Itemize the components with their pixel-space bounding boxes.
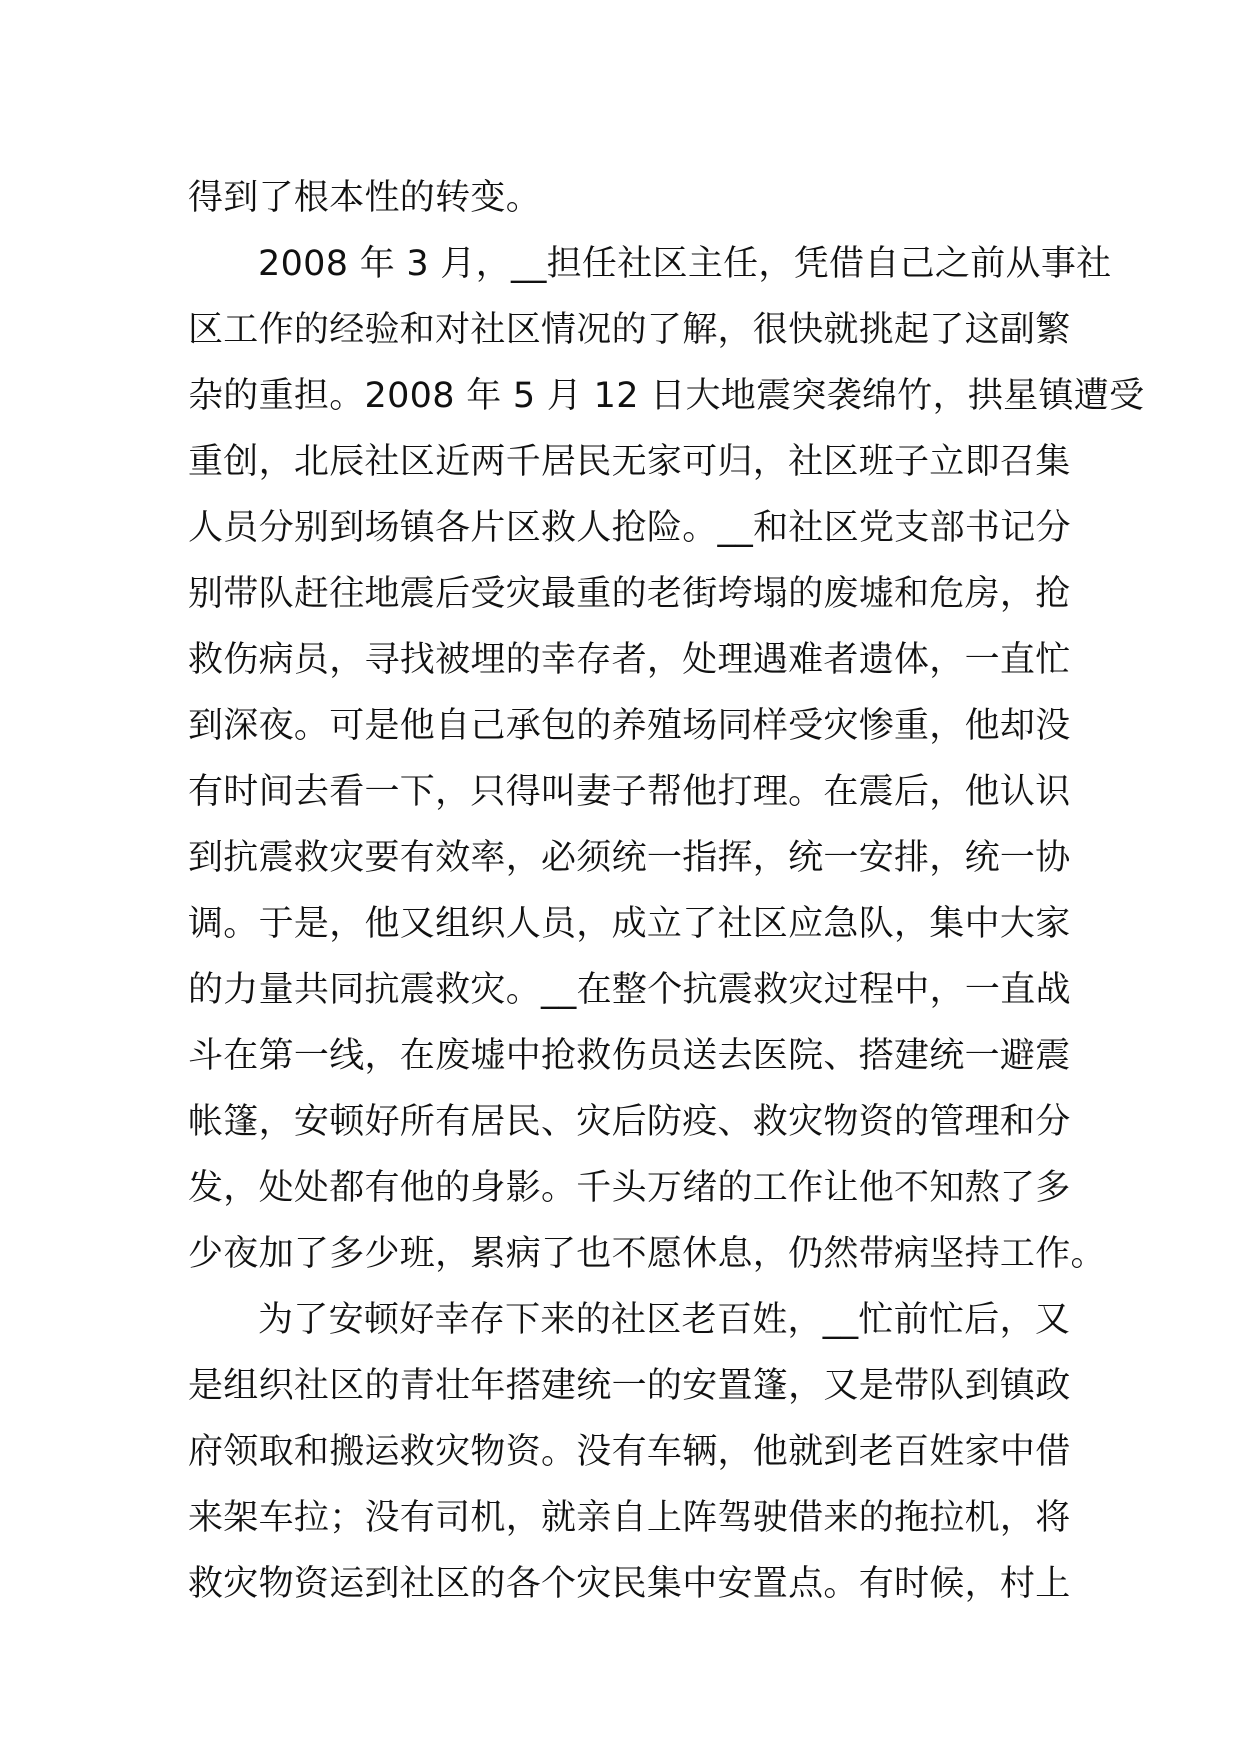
text-line: 杂的重担。2008 年 5 月 12 日大地震突袭绵竹，拱星镇遭受: [188, 376, 1145, 416]
text-line: 得到了根本性的转变。: [188, 178, 542, 218]
text-line: 是组织社区的青壮年搭建统一的安置篷，又是带队到镇政: [188, 1366, 1071, 1406]
text-line: 调。于是，他又组织人员，成立了社区应急队，集中大家: [188, 904, 1071, 944]
text-line: 重创，北辰社区近两千居民无家可归，社区班子立即召集: [188, 442, 1071, 482]
paragraph-start-line: 2008 年 3 月，__担任社区主任，凭借自己之前从事社: [258, 244, 1112, 284]
text-line: 别带队赶往地震后受灾最重的老街垮塌的废墟和危房，抢: [188, 574, 1071, 614]
text-line: 区工作的经验和对社区情况的了解，很快就挑起了这副繁: [188, 310, 1071, 350]
text-line: 帐篷，安顿好所有居民、灾后防疫、救灾物资的管理和分: [188, 1102, 1071, 1142]
text-line: 的力量共同抗震救灾。__在整个抗震救灾过程中，一直战: [188, 970, 1071, 1010]
text-line: 府领取和搬运救灾物资。没有车辆，他就到老百姓家中借: [188, 1432, 1071, 1472]
text-line: 发，处处都有他的身影。千头万绪的工作让他不知熬了多: [188, 1168, 1071, 1208]
paragraph-start-line: 为了安顿好幸存下来的社区老百姓，__忙前忙后，又: [258, 1300, 1071, 1340]
text-line: 救伤病员，寻找被埋的幸存者，处理遇难者遗体，一直忙: [188, 640, 1071, 680]
text-line: 有时间去看一下，只得叫妻子帮他打理。在震后，他认识: [188, 772, 1071, 812]
text-line: 来架车拉；没有司机，就亲自上阵驾驶借来的拖拉机，将: [188, 1498, 1071, 1538]
body-text: [188, 165, 1145, 1617]
text-line: 到深夜。可是他自己承包的养殖场同样受灾惨重，他却没: [188, 706, 1071, 746]
text-line: 救灾物资运到社区的各个灾民集中安置点。有时候，村上: [188, 1564, 1071, 1604]
text-line: 到抗震救灾要有效率，必须统一指挥，统一安排，统一协: [188, 838, 1071, 878]
text-line: 人员分别到场镇各片区救人抢险。__和社区党支部书记分: [188, 508, 1071, 548]
text-line: 少夜加了多少班，累病了也不愿休息，仍然带病坚持工作。: [188, 1234, 1106, 1274]
text-line: 斗在第一线，在废墟中抢救伤员送去医院、搭建统一避震: [188, 1036, 1071, 1076]
